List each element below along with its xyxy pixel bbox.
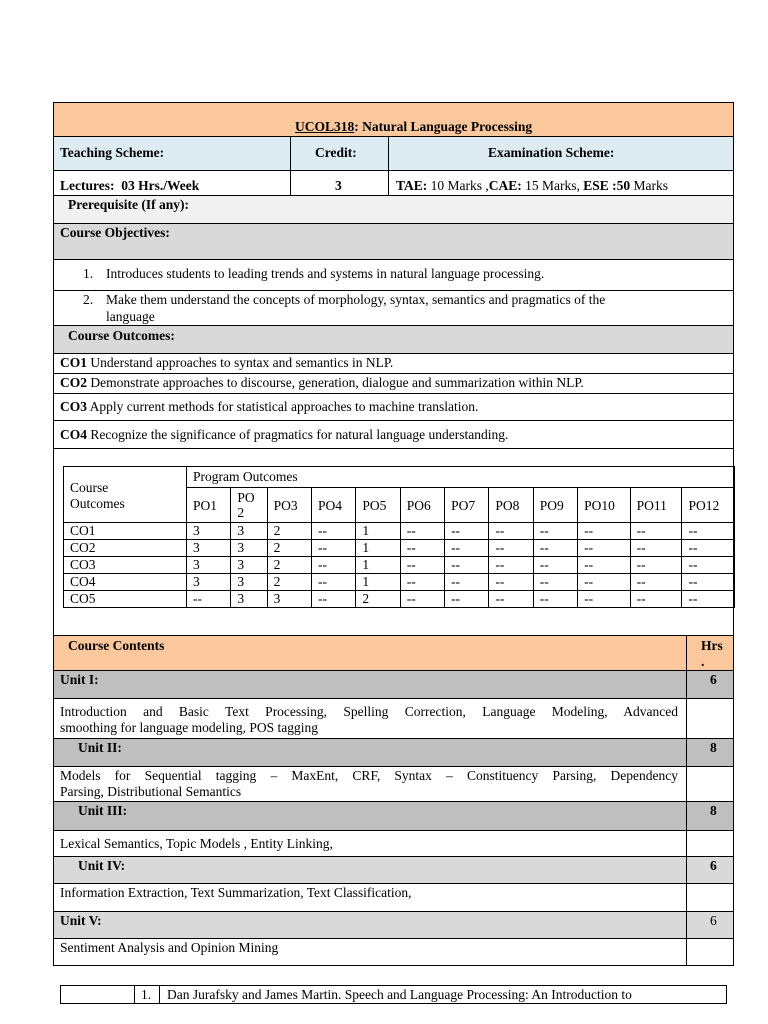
po-value-cell: -- [630, 591, 682, 608]
objectives-heading: Course Objectives: [60, 225, 170, 240]
lectures-value: 03 Hrs./Week [121, 178, 200, 193]
po-value-cell: -- [533, 591, 577, 608]
unit-row [54, 671, 733, 699]
po-value-cell: 3 [231, 574, 267, 591]
po-value-cell: -- [311, 523, 355, 540]
objectives-heading-row [54, 224, 733, 260]
po-matrix-row [64, 523, 735, 540]
po-value-cell: -- [400, 523, 444, 540]
po-value-cell: 3 [187, 574, 231, 591]
program-outcomes-header: Program Outcomes [187, 467, 735, 488]
unit-label: Unit I: [60, 672, 99, 687]
po-value-cell: -- [400, 574, 444, 591]
po-header-cell: PO1 [187, 488, 231, 523]
outcomes-heading-row [54, 325, 733, 354]
outcome-text: CO1 Understand approaches to syntax and semantics in NLP. [60, 355, 394, 370]
unit-row [54, 802, 733, 831]
po-value-cell: 3 [187, 557, 231, 574]
unit-content: Models for Sequential tagging – MaxEnt, CRF, Syntax – Constituency Parsing, Dependency [60, 768, 678, 783]
contents-heading: Course Contents [68, 638, 165, 653]
po-value-cell: -- [533, 557, 577, 574]
references-table [60, 985, 727, 1004]
po-value-cell: 3 [231, 591, 267, 608]
po-header-cell: PO12 [682, 488, 735, 523]
credit-label: Credit: [315, 145, 357, 160]
tae-value: 10 Marks , [430, 178, 489, 193]
unit-content: Lexical Semantics, Topic Models , Entity Linking, [60, 836, 333, 851]
contents-heading-row [54, 635, 733, 671]
po-header-cell: PO7 [445, 488, 489, 523]
unit-content: Information Extraction, Text Summarization, Text Classification, [60, 885, 412, 900]
unit-label: Unit III: [78, 803, 128, 818]
unit-label: Unit V: [60, 913, 102, 928]
unit-content-row [54, 831, 733, 857]
po-matrix-table [63, 466, 735, 608]
po-header-cell: PO10 [578, 488, 630, 523]
course-title-row [54, 103, 733, 137]
unit-content-line2: smoothing for language modeling, POS tagging [60, 720, 318, 735]
co-cell: CO3 [64, 557, 187, 574]
po-header-cell: PO8 [489, 488, 533, 523]
po-value-cell: -- [533, 523, 577, 540]
teaching-scheme-label: Teaching Scheme: [60, 145, 165, 160]
co-cell: CO4 [64, 574, 187, 591]
po-matrix-row [64, 557, 735, 574]
po-value-cell: -- [489, 523, 533, 540]
scheme-values-row [54, 171, 733, 196]
unit-row [54, 739, 733, 767]
co-cell: CO5 [64, 591, 187, 608]
unit-hours: 6 [710, 858, 717, 873]
po-value-cell: -- [187, 591, 231, 608]
po-value-cell: 1 [356, 557, 400, 574]
objective-text: Introduces students to leading trends and systems in natural language processing. [106, 266, 545, 281]
po-value-cell: -- [578, 574, 630, 591]
po-header-cell: PO5 [356, 488, 400, 523]
unit-content-row [54, 939, 733, 966]
po-value-cell: -- [630, 540, 682, 557]
prerequisite-label: Prerequisite (If any): [68, 197, 189, 212]
scheme-header-row [54, 137, 733, 171]
unit-content: Introduction and Basic Text Processing, Spelling Correction, Language Modeling, Advanced [60, 704, 678, 719]
po-header-cell: PO3 [267, 488, 311, 523]
unit-content-line2: Parsing, Distributional Semantics [60, 784, 242, 799]
po-value-cell: -- [630, 523, 682, 540]
po-value-cell: -- [630, 574, 682, 591]
outcome-text: CO4 Recognize the significance of pragmatics for natural language understanding. [60, 427, 509, 442]
po-value-cell: -- [400, 540, 444, 557]
po-value-cell: 3 [267, 591, 311, 608]
po-value-cell: 2 [267, 557, 311, 574]
po-header-cell: PO9 [533, 488, 577, 523]
exam-scheme-value [396, 178, 668, 194]
hrs-label: Hrs [701, 638, 723, 653]
po-header-cell: PO11 [630, 488, 682, 523]
po-value-cell: -- [311, 591, 355, 608]
po-header-cell: PO6 [400, 488, 444, 523]
po-value-cell: -- [445, 557, 489, 574]
po-value-cell: 1 [356, 540, 400, 557]
objective-item [54, 260, 733, 291]
po-value-cell: -- [682, 591, 735, 608]
unit-hours: 8 [710, 803, 717, 818]
outcome-item [54, 394, 733, 421]
unit-content-row [54, 884, 733, 912]
po-value-cell: -- [311, 557, 355, 574]
po-value-cell: -- [445, 574, 489, 591]
po-value-cell: -- [311, 574, 355, 591]
reference-number: 1. [141, 987, 152, 1002]
ese-label: ESE :50 [583, 178, 631, 193]
cae-label: CAE: [488, 178, 522, 193]
po-value-cell: -- [682, 557, 735, 574]
po-value-cell: -- [489, 574, 533, 591]
credit-value: 3 [335, 178, 342, 193]
po-value-cell: -- [578, 540, 630, 557]
po-value-cell: -- [445, 523, 489, 540]
unit-hours: 6 [710, 672, 717, 687]
objective-item [54, 291, 733, 325]
lectures-label: Lectures: [60, 178, 115, 193]
po-value-cell: -- [400, 557, 444, 574]
po-value-cell: -- [445, 591, 489, 608]
unit-content-row [54, 767, 733, 802]
po-value-cell: -- [533, 540, 577, 557]
po-value-cell: -- [400, 591, 444, 608]
po-value-cell: 2 [267, 574, 311, 591]
po-value-cell: -- [578, 523, 630, 540]
corner-header: Course Outcomes [64, 467, 187, 523]
unit-content: Sentiment Analysis and Opinion Mining [60, 940, 279, 955]
po-value-cell: -- [445, 540, 489, 557]
po-value-cell: -- [682, 574, 735, 591]
po-value-cell: -- [630, 557, 682, 574]
po-value-cell: 2 [356, 591, 400, 608]
hrs-label-dot: . [701, 654, 705, 669]
po-value-cell: -- [682, 540, 735, 557]
ese-value: Marks [633, 178, 669, 193]
po-value-cell: 1 [356, 523, 400, 540]
po-value-cell: -- [578, 557, 630, 574]
unit-content-row [54, 699, 733, 739]
objective-number: 1. [83, 266, 94, 281]
cae-value: 15 Marks, [525, 178, 580, 193]
objective-text: Make them understand the concepts of morphology, syntax, semantics and pragmatics of the [106, 292, 606, 307]
po-header-cell: PO4 [311, 488, 355, 523]
unit-hours: 8 [710, 740, 717, 755]
po-value-cell: 3 [187, 540, 231, 557]
course-name: : Natural Language Processing [354, 119, 533, 134]
examination-scheme-label: Examination Scheme: [488, 145, 615, 160]
po-matrix-row [64, 591, 735, 608]
po-value-cell: 2 [267, 540, 311, 557]
po-value-cell: 3 [231, 557, 267, 574]
course-title [295, 119, 532, 135]
po-value-cell: -- [533, 574, 577, 591]
unit-hours: 6 [710, 913, 717, 928]
course-code: UCOL318 [295, 119, 355, 134]
po-value-cell: -- [311, 540, 355, 557]
po-matrix-row [64, 574, 735, 591]
po-value-cell: 3 [187, 523, 231, 540]
outcome-item [54, 421, 733, 449]
unit-row [54, 857, 733, 884]
lectures-cell [60, 178, 199, 194]
po-value-cell: -- [489, 557, 533, 574]
unit-label: Unit IV: [78, 858, 126, 873]
outcome-text: CO2 Demonstrate approaches to discourse, generation, dialogue and summarization within NLP. [60, 375, 584, 390]
prerequisite-row [54, 196, 733, 224]
unit-label: Unit II: [78, 740, 122, 755]
po-value-cell: -- [578, 591, 630, 608]
objective-text-line2: language [106, 309, 155, 324]
po-value-cell: -- [489, 540, 533, 557]
po-value-cell: -- [489, 591, 533, 608]
co-cell: CO1 [64, 523, 187, 540]
po-value-cell: 3 [231, 540, 267, 557]
outcome-item [54, 354, 733, 374]
po-header-cell: PO 2 [231, 488, 267, 523]
outcome-text: CO3 Apply current methods for statistical approaches to machine translation. [60, 399, 479, 414]
outcome-item [54, 374, 733, 394]
po-value-cell: 1 [356, 574, 400, 591]
outcomes-heading: Course Outcomes: [68, 328, 175, 343]
objective-number: 2. [83, 292, 94, 307]
po-value-cell: 2 [267, 523, 311, 540]
po-value-cell: 3 [231, 523, 267, 540]
unit-row [54, 912, 733, 939]
po-matrix-row [64, 540, 735, 557]
co-cell: CO2 [64, 540, 187, 557]
tae-label: TAE: [396, 178, 428, 193]
po-value-cell: -- [682, 523, 735, 540]
reference-text: Dan Jurafsky and James Martin. Speech and Language Processing: An Introduction to [167, 987, 632, 1002]
